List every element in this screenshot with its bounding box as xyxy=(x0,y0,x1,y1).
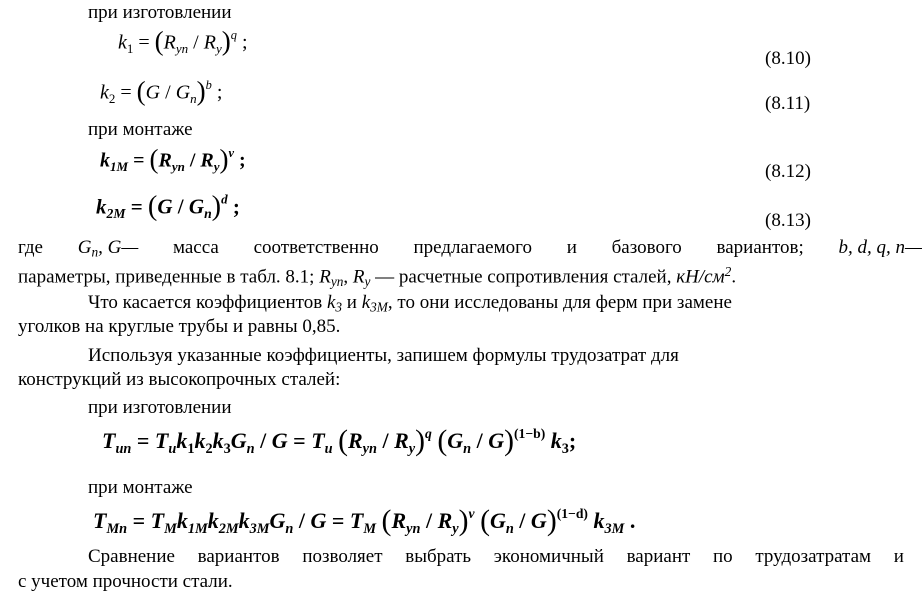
paragraph-use-line-1: Используя указанные коэффициенты, запишем формулы трудозатрат для xyxy=(88,345,679,366)
word: вариант xyxy=(626,546,691,567)
word: масса xyxy=(172,237,219,258)
word: предлагаемого xyxy=(413,237,532,258)
word: выбрать xyxy=(405,546,472,567)
params-list: b, d, q, n— xyxy=(838,237,922,258)
formula-k1: $k_1 = (R_{yn} / R_y)^q$ ; xyxy=(118,26,248,56)
paragraph-definitions-line-2: параметры, приведенные в табл. 8.1; Ryn, Ry — расчетные сопротивления сталей, $кН/см^2$. xyxy=(18,264,737,289)
paragraph-compare-line-2: с учетом прочности стали. xyxy=(18,571,233,592)
paragraph-k3-line-1: Что касается коэффициентов k3 и k3М, то они исследованы для ферм при замене xyxy=(88,292,732,315)
word: по xyxy=(713,546,733,567)
word: экономичный xyxy=(493,546,604,567)
label-fabrication-2: при изготовлении xyxy=(88,397,232,418)
var-gn-g: Gn, G— xyxy=(77,237,139,260)
paragraph-use-line-2: конструкций из высокопрочных сталей: xyxy=(18,369,341,390)
word: вариантов xyxy=(197,546,280,567)
paragraph-compare-line-1 xyxy=(88,546,904,568)
formula-labor-assembly: $T_{Mn} = T_Mk_{1M}k_{2M}k_{3M}G_n / G = T_M$ $(R_{yn} / R_y)^v$ $(G_n / G)^{(1-d)}$ $k_{3M}$ . xyxy=(93,505,636,538)
label-fabrication-1: при изготовлении xyxy=(88,2,232,23)
formula-k2m: $k_{2М} = (G / G_n)^d$ ; xyxy=(96,191,240,222)
equation-number-8-12: (8.12) xyxy=(765,161,811,182)
equation-number-8-10: (8.10) xyxy=(765,48,811,69)
formula-labor-fabrication: $T_{un} = T_uk_1k_2k_3G_n / G = T_u$ $(R_{yn} / R_y)^q$ $(G_n / G)^{(1-b)}$ $k_3$; xyxy=(102,425,577,458)
equation-number-8-11: (8.11) xyxy=(765,93,811,114)
paragraph-definitions-line-1 xyxy=(18,237,922,263)
formula-k1m: $k_{1М} = (R_{yn} / R_y)^v$ ; xyxy=(100,144,246,174)
word: и xyxy=(893,546,904,567)
formula-k2: $k_2 = (G / G_n)^b$ ; xyxy=(100,76,223,106)
word: соответственно xyxy=(253,237,379,258)
label-assembly-1: при монтаже xyxy=(88,119,193,140)
word: трудозатратам xyxy=(755,546,872,567)
equation-number-8-13: (8.13) xyxy=(765,210,811,231)
paragraph-k3-line-2: уголков на круглые трубы и равны 0,85. xyxy=(18,316,341,337)
word: вариантов; xyxy=(716,237,804,258)
word: Сравнение xyxy=(88,546,175,567)
word: где xyxy=(18,237,43,258)
word: позволяет xyxy=(302,546,383,567)
word: базового xyxy=(611,237,682,258)
word: и xyxy=(566,237,577,258)
label-assembly-2: при монтаже xyxy=(88,477,193,498)
